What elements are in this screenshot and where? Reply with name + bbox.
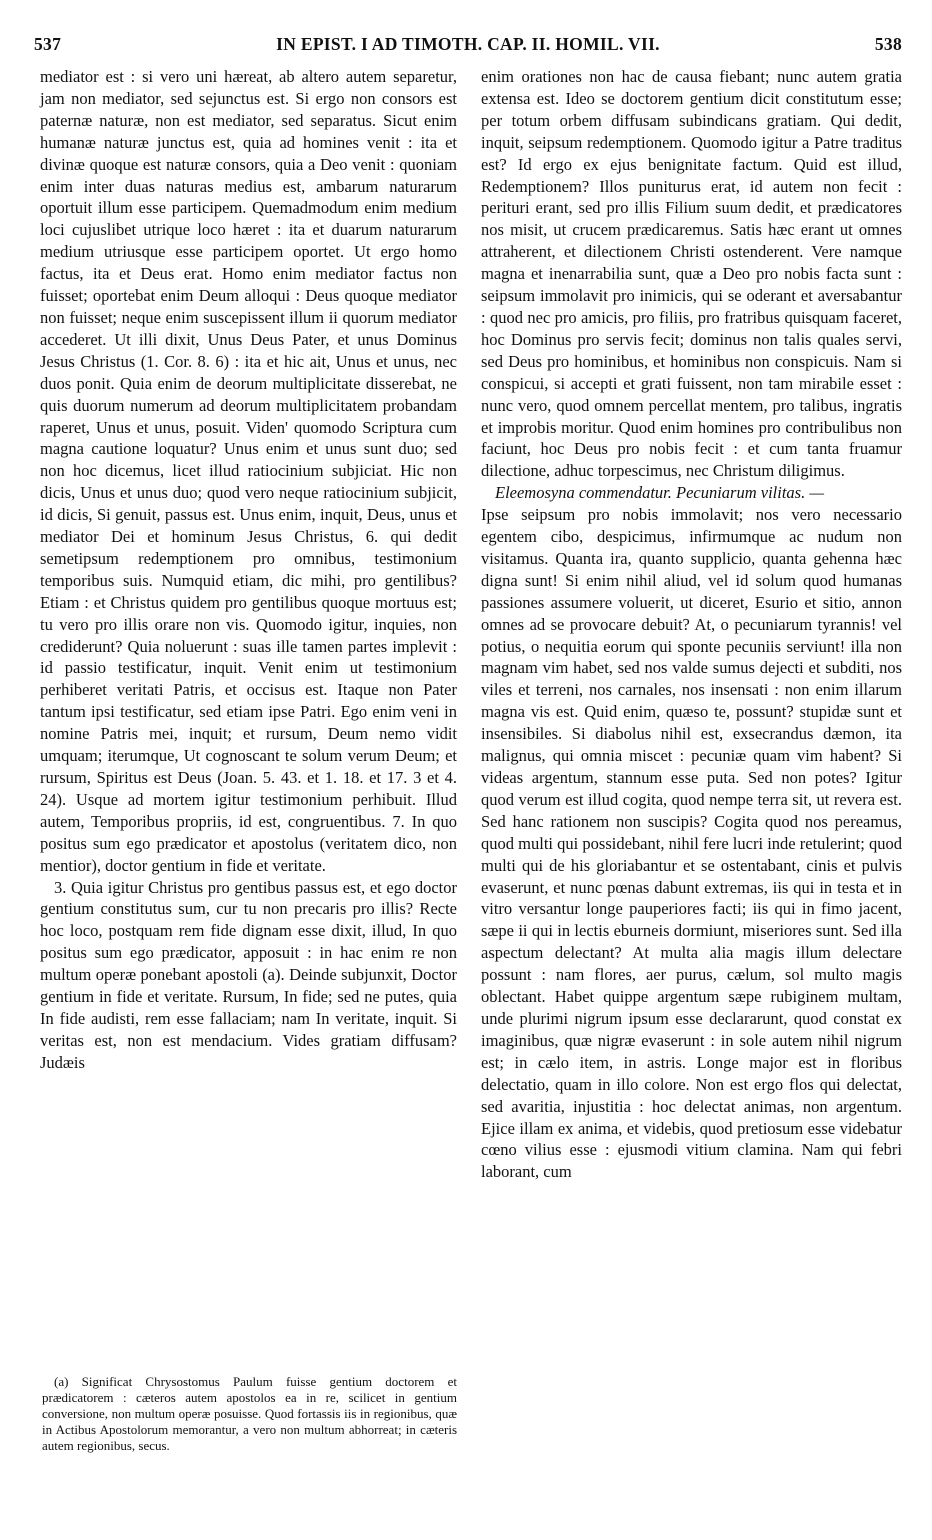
left-paragraph-1: mediator est : si vero uni hæreat, ab altero autem separetur, jam non mediator, sed sejunctus est. Si ergo non consors est paternæ naturæ, non est mediator, sed separatus. Sicut enim humanæ naturæ junctus est, quia ad homines venit : ita et divinæ quoque est naturæ consors, quia a Deo venit : quoniam enim inter duas naturas medius est, ambarum naturarum oportuit illum esse participem. Quemadmodum enim medium loci cujuslibet utrique loco hæret : ita et duarum naturarum medium utriusque esse participem oportet. Ut ergo homo factus, ita et Deus erat. Homo enim mediator factus non fuisset; oportebat enim Deum alloqui : Deus quoque mediator non fuisset; neque enim suscepissent illum ii quorum mediator accederet. Ut illi dixit, Unus Deus Pater, et unus Dominus Jesus Christus (1. Cor. 8. 6) : ita et hic ait, Unus et unus, nec duos ponit. Quia enim de deorum multiplicitate disserebat, ne quis duorum numerum ad deorum multiplicitatem probandam raperet, Unus et unus, posuit. Viden' quomodo Scriptura cum magna cautione loquatur? Unus enim et unus sunt duo; sed non hoc dicemus, licet illud ratiocinium subjiciat. Hic non dicis, Unus et unus duo; quod vero neque ratiocinium subjicit, id dicis, Si genuit, passus est. Unus enim, inquit, Deus, unus et mediator Dei et hominum Jesus Christus, 6. qui dedit semetipsum redemptionem pro omnibus, testimonium temporibus suis. Numquid etiam, dic mihi, pro gentilibus? Etiam : et Christus quidem pro gentilibus quoque mortuus est; tu vero pro illis orare non vis. Quomodo igitur, inquies, non crediderunt? Quia noluerunt : suas ille tamen partes implevit : id passio testificatur, inquit. Venit enim ut testimonium perhiberet veritati Patris, et occisus est. Itaque non Pater tantum ipsi testificatur, sed etiam ipse Patri. Ego enim veni in nomine Patris mei, inquit; et rursum, Deum nemo vidit umquam; iterumque, Ut cognoscant te solum verum Deum; et rursum, Spiritus est Deus (Joan. 5. 43. et 1. 18. et 17. 3 et 4. 24). Usque ad mortem igitur testimonium perhibuit. Illud autem, Temporibus propriis, id est, congruentibus. 7. In quo positus sum ego prædicator et apostolus (veritatem dico, non mentior), doctor gentium in fide et veritate.	[40, 67, 457, 875]
section-heading: Eleemosyna commendatur. Pecuniarum vilitas. —	[495, 483, 825, 503]
page-number-left: 537	[34, 34, 62, 54]
page-number-right: 538	[874, 34, 902, 54]
running-header	[34, 34, 902, 60]
right-column	[481, 66, 902, 1183]
left-paragraph-2: 3. Quia igitur Christus pro gentibus passus est, et ego doctor gentium constitutus sum, cur tu non precaris pro illis? Recte hoc loco, postquam rem fide dignam esse dixit, illud, In quo positus sum ego prædicator, apposuit : in hac enim re non multum operæ ponebant apostoli (a). Deinde subjunxit, Doctor gentium in fide et veritate. Rursum, In fide; sed ne putes, quia In fide audisti, rem esse fallaciam; nam In veritate, inquit. Si veritas est, non est mendacium. Vides gratiam diffusam? Judæis	[40, 877, 457, 1072]
right-paragraph-2: Ipse seipsum pro nobis immolavit; nos vero necessario egentem cibo, despicimus, infirmumque ac nudum non visitamus. Quanta ira, quanto supplicio, quanta gehenna hæc digna sunt! Si enim nihil aliud, vel id solum quod humanas passiones assumere voluerit, ut diceret, Esurio et sitio, annon omnes ad se provocare debuit? At, o pecuniarum tyrannis! vel potius, o nequitia eorum qui sponte pecuniis serviunt! illa non magnam vim habet, sed nos valde sumus dejecti et subditi, nos viles et terreni, nos carnales, nos insensati : non enim illarum magna vis est. Quid enim, quæso te, possunt? stupidæ sunt et insensibiles. Si diabolus nihil est, exsecrandus dæmon, ita malignus, qui omnia miscet : pecuniæ quam vim habent? Si videas argentum, stannum esse puta. Sed non potes? Igitur quod verum est illud cogita, quod nempe terra sit, ut revera est. Sed hanc rationem non suscipis? Cogita quod nos pereamus, quod multi qui possidebant, nihil fere lucri inde retulerint; quod multi qui de his gloriabantur et se ostentabant, cinis et pulvis evaserunt, et nunc pœnas dabunt extremas, iis qui in testa et in vitro versantur longe pauperiores facti; iis qui in fimo jacent, sæpe ii qui in lectis eburneis dormiunt, miseriores sunt. Sed illa aspectum delectant? At multa alia magis illum delectare possunt : nam flores, aer purus, cælum, sol multo magis oblectant. Habet quippe argentum sæpe rubiginem multam, unde plurimi nigrum ipsum esse declararunt, quod constat ex imaginibus, quæ nigræ evaserunt : in sole autem nihil nigrum est; in cælo item, in astris. Longe major est in floribus delectatio, quam in illo colore. Non est ergo flos qui delectat, sed avaritia, injustitia : hoc delectat animas, non argentum. Ejice illam ex anima, et videbis, quod pretiosum esse videbatur cœno vilius esse : ejusmodi vitium clamina. Nam qui febri laborant, cum	[481, 505, 902, 1182]
footnote: (a) Significat Chrysostomus Paulum fuisse gentium doctorem et prædicatorem : cæteros autem apostolos ea in re, scilicet in gentium conversione, non multum operæ posuisse. Quod fortassis iis in regionibus, quæ in Actibus Apostolorum memorantur, a vero non multum abhorreat; in cæteris autem regionibus, secus.	[42, 1374, 457, 1453]
left-column	[40, 66, 457, 1074]
right-paragraph-1: enim orationes non hac de causa fiebant; nunc autem gratia extensa est. Ideo se doctorem gentium dicit constitutum esse; per totum orbem diffusam subindicans gratiam. Qui dedit, inquit, seipsum redemptionem. Quomodo igitur a Patre traditus est? Id ergo ex ejus benignitate factum. Quid est illud, Redemptionem? Illos puniturus erat, id autem non fecit : perituri erant, sed pro illis Filium suum dedit, et prædicatores nos misit, ut crucem prædicaremus. Satis hæc erant ut omnes attraherent, et dilectionem Christi ostenderent. Vere namque magna et inenarrabilia sunt, quæ a Deo pro nobis facta sunt : seipsum immolavit pro inimicis, qui se oderant et aversabantur : quod nec pro amicis, pro filiis, pro fratribus quisquam faceret, hoc Dominus pro servis fecit; dominus non talis quales servi, sed Deus pro hominibus, et hominibus non conspicuis. Nam si conspicui, si accepti et grati fuissent, non tam mirabile esset : nunc vero, quod omnem percellat mentem, pro talibus, ingratis et improbis moritur. Quod enim homines pro contribulibus non faciunt, hoc Deus pro nobis fecit : et cum tanta fruamur dilectione, adhuc torpescimus, nec Christum diligimus.	[481, 67, 902, 481]
running-title: IN EPIST. I AD TIMOTH. CAP. II. HOMIL. VII.	[276, 34, 660, 54]
